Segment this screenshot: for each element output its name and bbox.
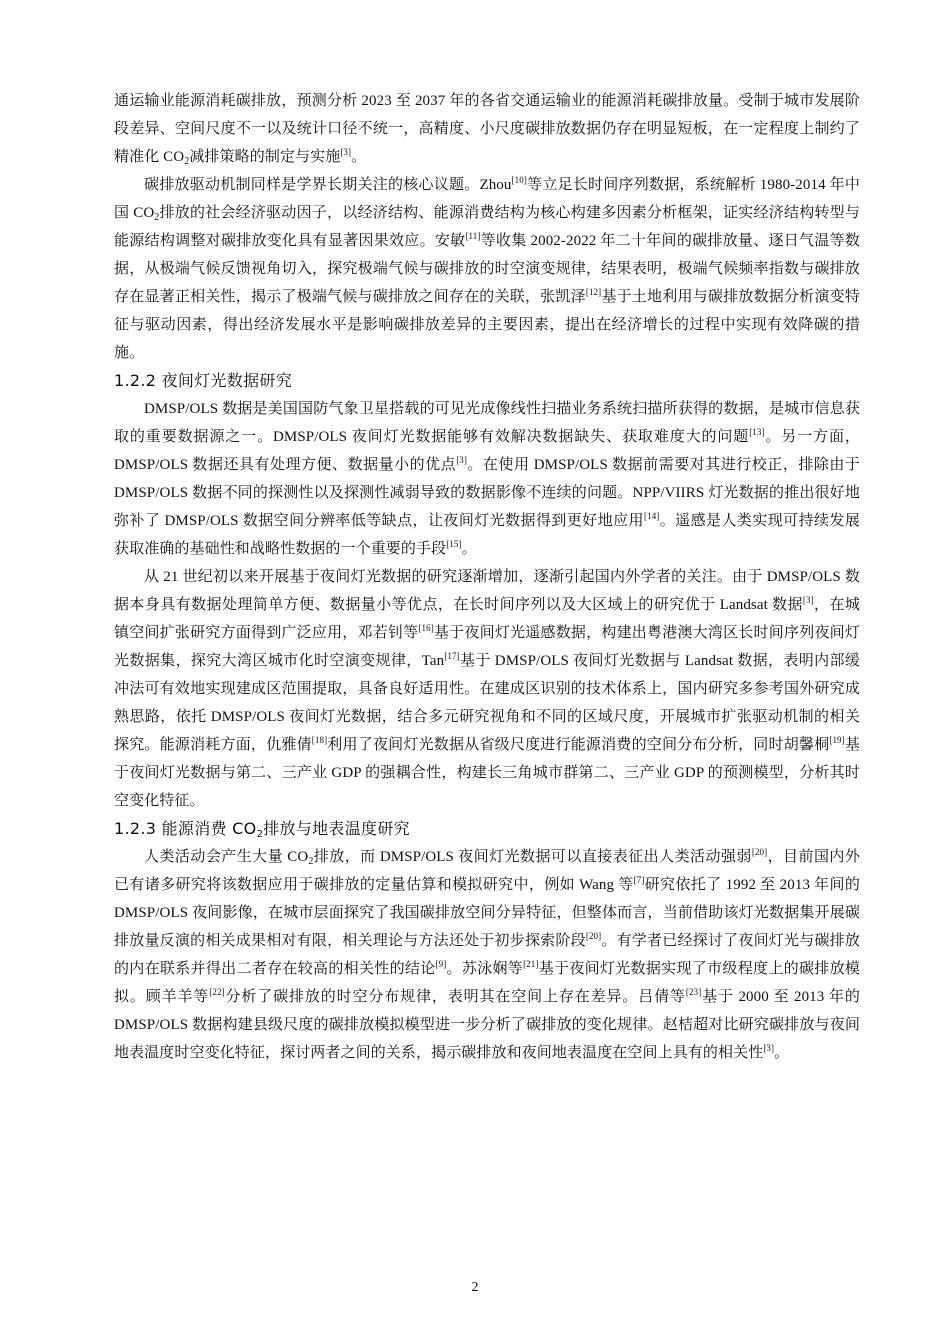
citation-marker: [19]	[829, 735, 845, 745]
text-run: 从 21 世纪初以来开展基于夜间灯光数据的研究逐渐增加，逐渐引起国内外学者的关注。由于 DMSP/OLS 数据本身具有数据处理简单方便、数据量小等优点，在长时间序列以及大区域上的研究优于 Landsat 数据	[114, 569, 860, 613]
text-run: 减排策略的制定与实施	[189, 149, 341, 165]
citation-marker: [20]	[751, 847, 768, 857]
paragraph-co2-night-light-relation	[114, 843, 860, 1067]
text-run: DMSP/OLS 数据是美国国防气象卫星搭载的可见光成像线性扫描业务系统扫描所获得的数据，是城市信息获取的重要数据源之一。DMSP/OLS 夜间灯光数据能够有效解决数据缺失、获取难度大的问题	[114, 401, 860, 445]
citation-marker: [18]	[311, 735, 328, 745]
text-run: 基于夜间灯光遥感数据，构建出粤港澳大湾区长时间序列夜间灯光数据集，探究大湾区城市化时空演变规律，Tan	[114, 625, 860, 669]
citation-marker: [22]	[209, 987, 225, 997]
text-run: 。	[351, 149, 367, 165]
text-run: 。苏泳娴等	[446, 961, 524, 977]
page-number: 2	[471, 1280, 479, 1295]
text-run: 。遥感是人类实现可持续发展获取准确的基础性和战略性数据的一个重要的手段	[114, 513, 860, 557]
chemical-subscript: 2	[308, 856, 314, 867]
text-run: 基于土地利用与碳排放数据分析演变特征与驱动因素，得出经济发展水平是影响碳排放差异的主要因素，提出在经济增长的过程中实现有效降碳的措施。	[114, 289, 860, 361]
citation-marker: [3]	[456, 455, 467, 465]
citation-marker: [3]	[802, 595, 814, 605]
section-heading-night-light-research: 1.2.2 夜间灯光数据研究	[114, 371, 292, 390]
citation-marker: [10]	[511, 175, 527, 185]
text-run: 碳排放驱动机制同样是学界长期关注的核心议题。Zhou	[144, 177, 512, 193]
heading-text-end: 排放与地表温度研究	[263, 819, 410, 838]
text-run: 通运输业能源消耗碳排放，预测分析 2023 至 2037 年的各省交通运输业的能源消耗碳排放量。受制于城市发展阶段差异、空间尺度不一以及统计口径不统一，高精度、小尺度碳排放数据仍存在明显短板，在一定程度上制约了精准化 CO	[114, 93, 860, 165]
text-run: 基于 DMSP/OLS 夜间灯光数据与 Landsat 数据，表明内部缓冲法可有效地实现建成区范围提取，具备良好适用性。在建成区识别的技术体系上，国内研究多参考国外研究成熟思路，依托 DMSP/OLS 夜间灯光数据，结合多元研究视角和不同的区域尺度，开展城市扩张驱动机制的相关探究。能源消耗方面，仇雅倩	[114, 653, 860, 753]
text-run: 排放，而 DMSP/OLS 夜间灯光数据可以直接表征出人类活动强弱	[313, 849, 752, 865]
paragraph-emission-drivers	[114, 171, 860, 367]
text-run: 研究依托了 1992 至 2013 年间的 DMSP/OLS 夜间影像，在城市层面探究了我国碳排放空间分异特征，但整体而言，当前借助该灯光数据集开展碳排放量反演的相关成果相对有限，相关理论与方法还处于初步探索阶段	[114, 877, 860, 949]
text-run: 等立足长时间序列数据，系统解析 1980-2014 年中国 CO	[114, 177, 861, 221]
text-run: 。	[461, 541, 477, 557]
text-run: 。另一方面，DMSP/OLS 数据还具有处理方便、数据量小的优点	[114, 429, 860, 473]
text-run: 。在使用 DMSP/OLS 数据前需要对其进行校正，排除由于 DMSP/OLS 数据不同的探测性以及探测性减弱导致的数据影像不连续的问题。NPP/VIIRS 灯光数据的推出很好地弥补了 DMSP/OLS 数据空间分辨率低等缺点，让夜间灯光数据得到更好地应用	[114, 457, 860, 529]
section-heading-energy-co2-temperature	[114, 815, 860, 843]
paragraph-dmsp-ols-overview	[114, 395, 860, 563]
text-run: 基于夜间灯光数据与第二、三产业 GDP 的强耦合性，构建长三角城市群第二、三产业 GDP 的预测模型，分析其时空变化特征。	[114, 737, 860, 809]
page-body	[114, 87, 860, 1067]
citation-marker: [7]	[633, 875, 645, 885]
chemical-subscript: 2	[184, 156, 190, 167]
text-run: 等收集 2002-2022 年二十年间的碳排放量、逐日气温等数据，从极端气候反馈视角切入，探究极端气候与碳排放的时空演变规律，结果表明，极端气候频率指数与碳排放存在显著正相关性，揭示了极端气候与碳排放之间存在的关联，张凯泽	[114, 233, 860, 305]
text-run: 人类活动会产生大量 CO	[144, 849, 309, 865]
text-run: 利用了夜间灯光数据从省级尺度进行能源消费的空间分布分析，同时胡馨桐	[327, 737, 830, 753]
heading-text-start: 1.2.3 能源消费 CO	[114, 819, 257, 838]
text-run: 。有学者已经探讨了夜间灯光与碳排放的内在联系并得出二者存在较高的相关性的结论	[114, 933, 860, 977]
text-run: ，在城镇空间扩张研究方面得到广泛应用，邓若钊等	[114, 597, 860, 641]
text-run: 基于 2000 至 2013 年的 DMSP/OLS 数据构建县级尺度的碳排放模拟模型进一步分析了碳排放的变化规律。赵桔超对比研究碳排放与夜间地表温度时空变化特征，探讨两者之间的关系，揭示碳排放和夜间地表温度在空间上具有的相关性	[114, 989, 860, 1061]
text-run: 。	[774, 1045, 790, 1061]
citation-marker: [13]	[749, 427, 765, 437]
citation-marker: [9]	[435, 959, 447, 969]
text-run: 分析了碳排放的时空分布规律，表明其在空间上存在差异。吕倩等	[224, 989, 686, 1005]
citation-marker: [21]	[523, 959, 539, 969]
citation-marker: [3]	[763, 1043, 775, 1053]
citation-marker: [12]	[585, 287, 602, 297]
text-run: 排放的社会经济驱动因子，以经济结构、能源消费结构为核心构建多因素分析框架，证实经济结构转型与能源结构调整对碳排放变化具有显著因果效应。安敏	[114, 205, 860, 249]
citation-marker: [15]	[446, 539, 462, 549]
text-run: 基于夜间灯光数据实现了市级程度上的碳排放模拟。顾羊羊等	[114, 961, 860, 1005]
chemical-subscript: 2	[154, 212, 160, 223]
heading-subscript: 2	[256, 829, 264, 840]
paragraph-night-light-applications	[114, 563, 860, 815]
paragraph-transport-emissions	[114, 87, 860, 171]
text-run: ，目前国内外已有诸多研究将该数据应用于碳排放的定量估算和模拟研究中，例如 Wang 等	[114, 849, 860, 893]
citation-marker: [11]	[465, 231, 481, 241]
citation-marker: [23]	[685, 987, 702, 997]
citation-marker: [20]	[585, 931, 602, 941]
citation-marker: [16]	[418, 623, 434, 633]
citation-marker: [14]	[644, 511, 660, 521]
citation-marker: [17]	[444, 651, 460, 661]
citation-marker: [3]	[340, 147, 352, 157]
